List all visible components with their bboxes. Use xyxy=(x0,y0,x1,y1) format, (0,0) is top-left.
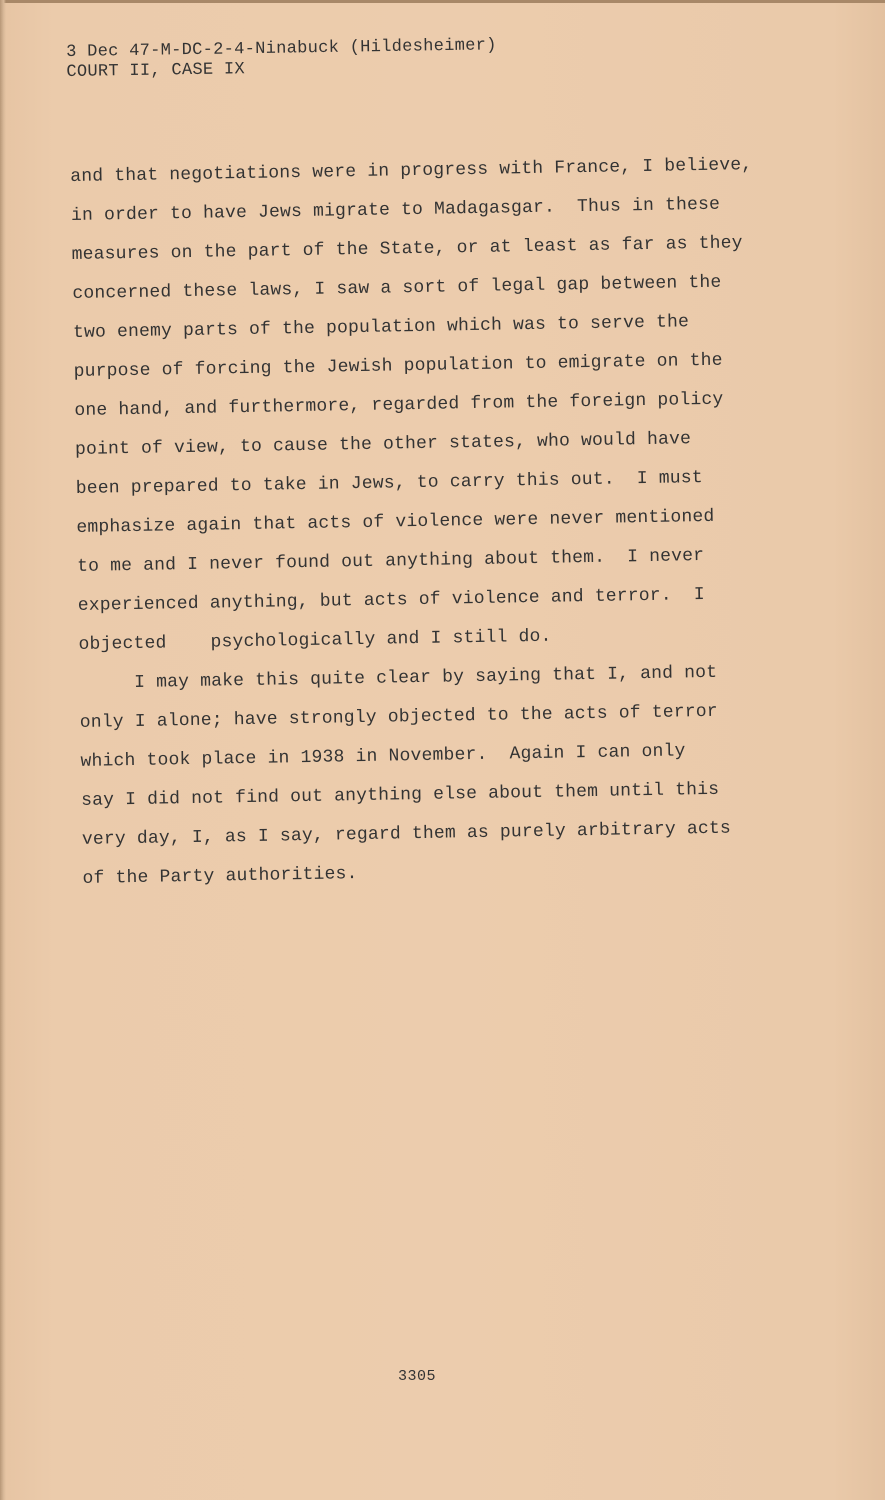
page-number: 3305 xyxy=(398,1368,437,1385)
body-line: of the Party authorities. xyxy=(82,864,358,889)
body-line: to me and I never found out anything about them. I never xyxy=(76,545,705,577)
transcript-body xyxy=(70,145,823,899)
body-line: say I did not find out anything else about them until this xyxy=(81,779,720,811)
body-line: only I alone; have strongly objected to the acts of terror xyxy=(79,701,719,733)
body-line: which took place in 1938 in November. Again I can only xyxy=(80,741,686,772)
body-line: concerned these laws, I saw a sort of legal gap between the xyxy=(72,272,722,304)
body-line: very day, I, as I say, regard them as purely arbitrary acts xyxy=(81,818,732,850)
page-top-edge xyxy=(0,0,885,3)
body-line: in order to have Jews migrate to Madagasgar. Thus in these xyxy=(70,194,721,226)
body-line: measures on the part of the State, or at least as far as they xyxy=(71,233,743,265)
body-line: emphasize again that acts of violence were never mentioned xyxy=(76,506,715,538)
header-reference-line: 3 Dec 47-M-DC-2-4-Ninabuck (Hildesheimer) xyxy=(66,36,497,62)
body-line: I may make this quite clear by saying that I, and not xyxy=(79,662,718,694)
page-left-edge xyxy=(0,0,6,1500)
body-line: and that negotiations were in progress with France, I believe, xyxy=(70,155,753,187)
body-line: two enemy parts of the population which was to serve the xyxy=(72,312,690,343)
body-line: been prepared to take in Jews, to carry this out. I must xyxy=(75,468,703,499)
body-line: purpose of forcing the Jewish population to emigrate on the xyxy=(73,350,723,382)
body-line: point of view, to cause the other states, who would have xyxy=(74,429,692,460)
document-header xyxy=(66,36,497,83)
body-line: experienced anything, but acts of violence and terror. I xyxy=(77,584,706,616)
body-line: objected psychologically and I still do. xyxy=(78,626,552,655)
header-court-line: COURT II, CASE IX xyxy=(66,60,246,82)
body-line: one hand, and furthermore, regarded from the foreign policy xyxy=(74,389,724,421)
